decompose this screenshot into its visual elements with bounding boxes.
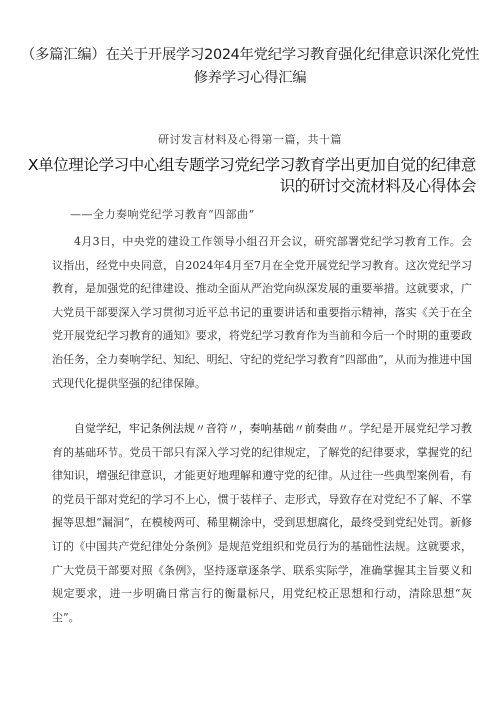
paragraph-1: [52, 230, 472, 395]
document-title: （多篇汇编）在关于开展学习2024年党纪学习教育强化纪律意识深化党性修养学习心得汇编: [20, 47, 480, 86]
paragraph-1-text: 4月3日，中央党的建设工作领导小组召开会议，研究部署党纪学习教育工作。会议指出，经党中央同意，自2024年4月至7月在全党开展党纪学习教育。这次党纪学习教育，是加强党的纪律建设、推动全面从严治党向纵深发展的重要举措。这就要求，广大党员干部要深入学习贯彻习近平总书记的重要讲话和重要指示精神，落实《关于在全党开展党纪学习教育的通知》要求，将党纪学习教育作为当前和今后一个时期的重要政治任务，全力奏响学纪、知纪、明纪、守纪的党纪学习教育“四部曲”，从而为推进中国式现代化提供坚强的纪律保障。: [52, 235, 472, 390]
paragraph-2-lead: 自觉学纪，牢记条例法规〃音符〃，奏响基础〃前奏曲〃。: [74, 422, 360, 435]
paragraph-2-text: 学纪是开展党纪学习教育的基础环节。党员干部只有深入学习党的纪律规定，了解党的纪律要求，掌握党的纪律知识，增强纪律意识，才能更好地理解和遵守党的纪律。从过往一些典型案例看，有的党员干部对党纪的学习不上心，惯于装样子、走形式，导致存在对党纪不了解、不掌握等思想“漏洞”，在模棱两可、稀里糊涂中，受到思想腐化，最终受到党纪处罚。新修订的《中国共产党纪律处分条例》是规范党组织和党员行为的基础性法规。这就要求，广大党员干部要对照《条例》，坚持逐章逐条学、联系实际学，准确掌握其主旨要义和规定要求，进一步明确日常言行的衡量标尺，用党纪校正思想和行动，清除思想“灰尘”。: [52, 422, 473, 624]
section-title: X单位理论学习中心组专题学习党纪学习教育学出更加自觉的纪律意识的研讨交流材料及心得体会: [27, 156, 476, 195]
section-subtitle: ——全力奏响党纪学习教育“四部曲”: [70, 208, 255, 221]
series-label: 研讨发言材料及心得第一篇，共十篇: [158, 133, 342, 146]
paragraph-2: [52, 417, 472, 629]
